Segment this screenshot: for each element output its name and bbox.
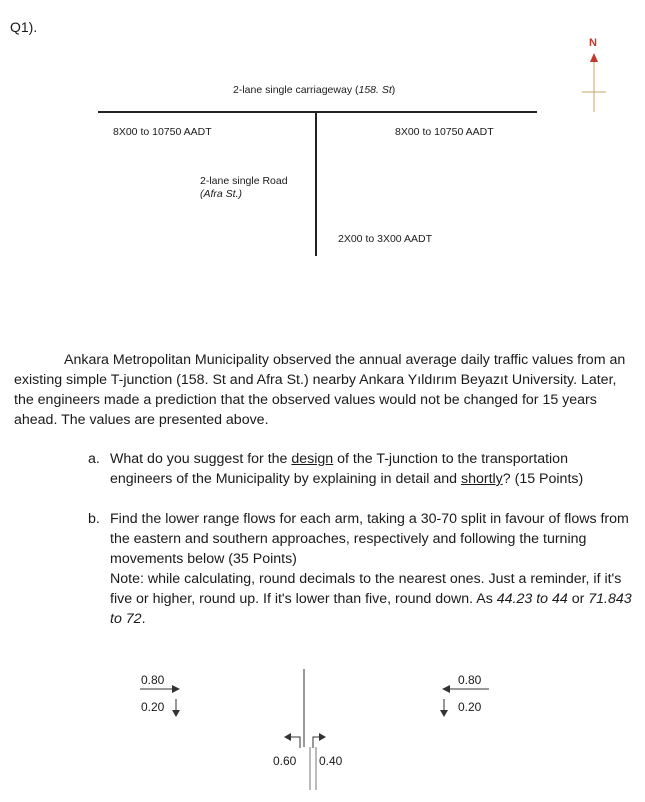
question-b-example-2: 71.843 to 72 [110,591,632,627]
question-a-points: ? (15 Points) [502,471,584,487]
question-b-note [110,569,632,629]
question-b-note-or: or [567,591,589,607]
question-b [110,509,632,629]
intro-paragraph: Ankara Metropolitan Municipality observed the annual average daily traffic values from an existing simple T-junction (158. St and Afra St.) nearby Ankara Yıldırım Beyazıt University. Later, the engineers made a prediction that the observed values would not be changed for 15 years ahead. The values are presented above. [14,352,626,428]
west-flow-label: 8X00 to 10750 AADT [113,126,212,138]
question-b-note-end: . [141,611,146,627]
east-flow-label: 8X00 to 10750 AADT [395,126,494,138]
south-right-arrow-icon [313,733,326,748]
west-turn-arrow-icon [172,699,180,717]
south-flow-label: 2X00 to 3X00 AADT [338,233,432,245]
west-through-ratio: 0.80 [141,673,165,687]
north-arrow-icon [582,53,606,112]
side-road-label-line2: (Afra St.) [200,188,243,200]
question-a-design: design [291,451,334,467]
east-turn-arrow-icon [440,699,448,717]
main-road-label-name: 158. St [358,84,392,96]
main-road-label [233,84,395,96]
question-b-note-text: Note: while calculating, round decimals to the nearest ones. Just a reminder, if it's five or higher, round up. If it's lower than five, round down. As [110,571,622,607]
question-b-example-1: 44.23 to 44 [496,591,568,607]
question-a-marker: a. [88,451,100,467]
south-left-arrow-icon [284,733,300,748]
turning-diagram [140,669,489,790]
east-turn-ratio: 0.20 [458,700,482,714]
question-a-text-1: What do you suggest for the [110,451,292,467]
question-b-marker: b. [88,511,100,527]
main-road-label-suffix: ) [391,84,396,96]
question-a-shortly: shortly [460,471,503,487]
south-right-ratio: 0.40 [319,754,343,768]
side-road-label-line1: 2-lane single Road [200,175,288,187]
question-a-text-2: of the T-junction to the transportation engineers of the Municipality by explaining in detail and [110,451,568,487]
north-label: N [589,37,597,49]
south-left-ratio: 0.60 [273,754,297,768]
east-through-ratio: 0.80 [458,673,482,687]
question-label: Q1). [10,19,38,35]
question-b-text: Find the lower range flows for each arm, taking a 30-70 split in favour of flows from the eastern and southern approaches, respectively and following the turning movements below (35 Points) [110,511,629,567]
main-road-label-prefix: 2-lane single carriageway ( [233,84,359,96]
side-road-label [200,175,288,201]
west-turn-ratio: 0.20 [141,700,165,714]
question-a [110,449,630,489]
